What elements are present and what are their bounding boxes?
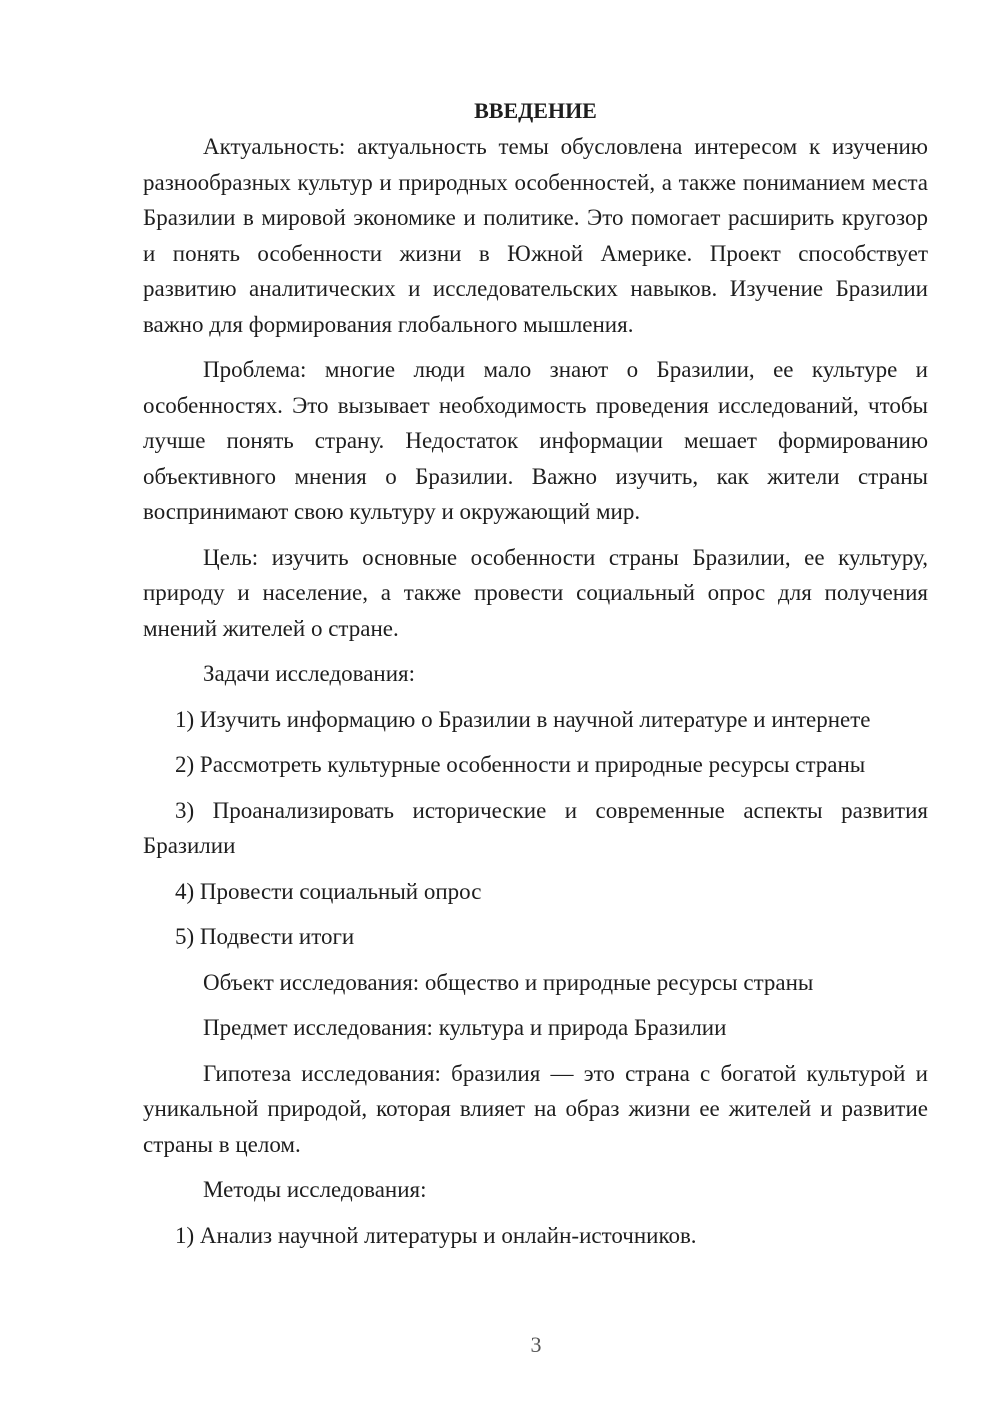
goal-paragraph: Цель: изучить основные особенности страны Бразилии, ее культуру, природу и население, а также провести социальный опрос для получения мнений жителей о стране.: [143, 544, 928, 641]
task-item: 3) Проанализировать исторические и современные аспекты развития Бразилии: [143, 797, 928, 858]
object-line: Объект исследования: общество и природные ресурсы страны: [203, 969, 814, 995]
task-item: 4) Провести социальный опрос: [175, 878, 482, 904]
task-item: 5) Подвести итоги: [175, 924, 355, 949]
task-item: 1) Изучить информацию о Бразилии в научной литературе и интернете: [175, 706, 871, 732]
relevance-paragraph: Актуальность: актуальность темы обусловлена интересом к изучению разнообразных культур и природных особенностей, а также пониманием места Бразилии в мировой экономике и политике. Это помогает расширить кругозор и понять особенности жизни в Южной Америке. Проект способствует развитию аналитических и исследовательских навыков. Изучение Бразилии важно для формирования глобального мышления.: [143, 134, 928, 337]
hypothesis-paragraph: Гипотеза исследования: бразилия — это страна с богатой культурой и уникальной природой, которая влияет на образ жизни ее жителей и развитие страны в целом.: [143, 1060, 928, 1157]
page-title: ВВЕДЕНИЕ: [474, 98, 597, 123]
subject-line: Предмет исследования: культура и природа Бразилии: [203, 1015, 727, 1040]
methods-heading: Методы исследования:: [203, 1177, 427, 1202]
page-number: 3: [530, 1332, 542, 1357]
document-page: [143, 93, 928, 1263]
tasks-heading: Задачи исследования:: [203, 661, 416, 686]
method-item: 1) Анализ научной литературы и онлайн-источников.: [175, 1222, 697, 1248]
problem-paragraph: Проблема: многие люди мало знают о Бразилии, ее культуре и особенностях. Это вызывает необходимость проведения исследований, чтобы лучше понять страну. Недостаток информации мешает формированию объективного мнения о Бразилии. Важно изучить, как жители страны воспринимают свою культуру и окружающий мир.: [143, 357, 928, 524]
task-item: 2) Рассмотреть культурные особенности и природные ресурсы страны: [175, 752, 866, 777]
